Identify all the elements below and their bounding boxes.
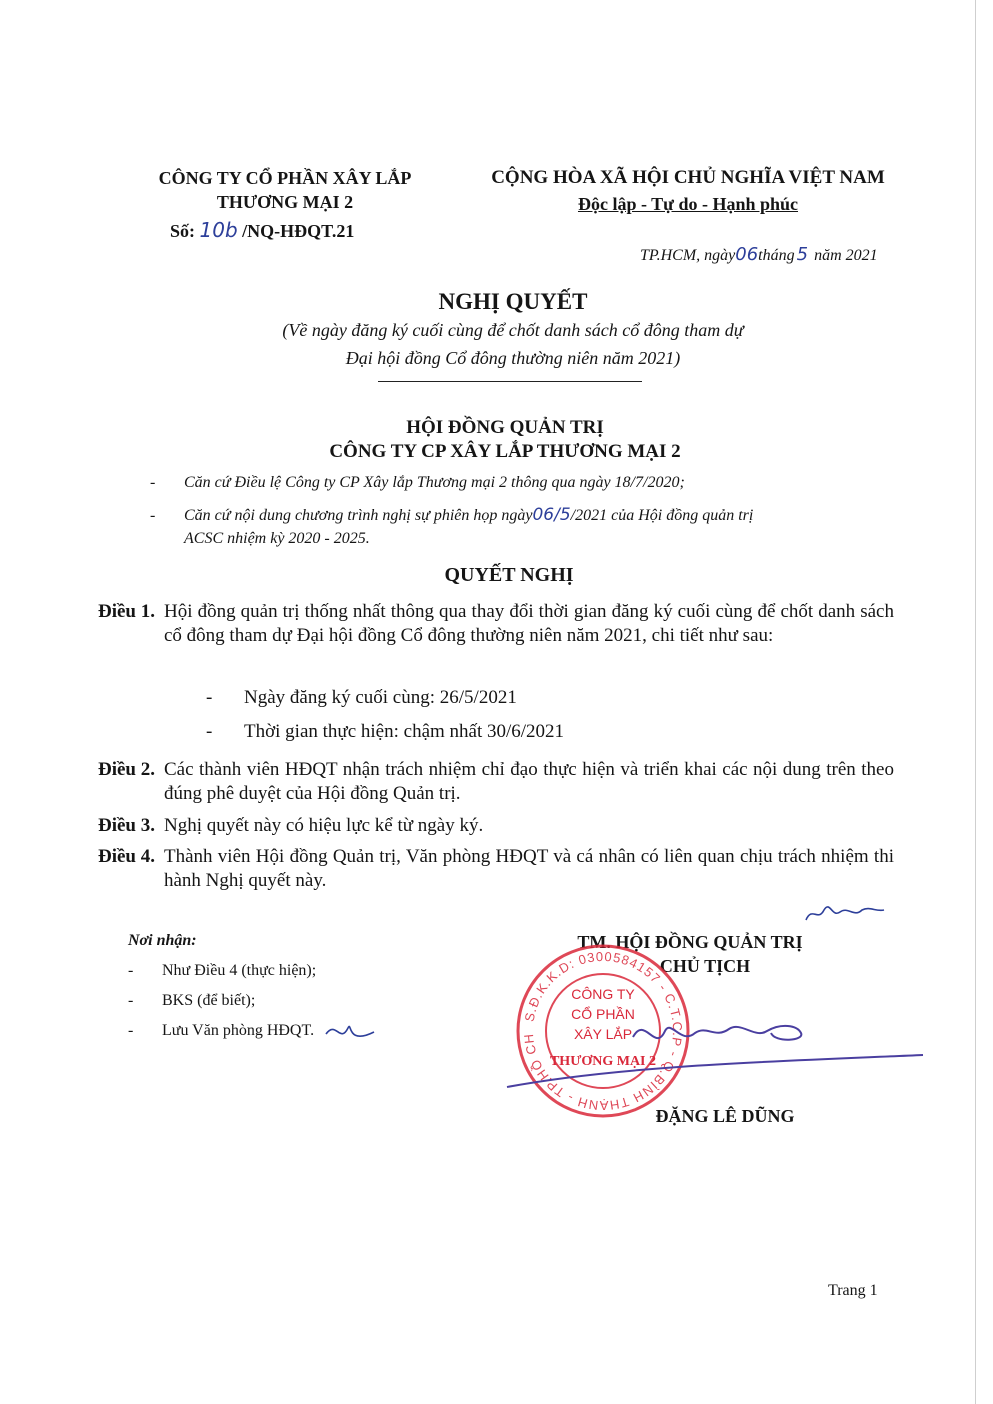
page-number: Trang 1: [828, 1282, 878, 1299]
issue-date-day: 06: [735, 244, 759, 265]
article-3: [98, 814, 898, 840]
stamp-center-line1: CÔNG TY: [571, 986, 635, 1002]
recipient-item-3: Lưu Văn phòng HĐQT.: [162, 1022, 315, 1039]
issue-date-month: 5: [796, 244, 809, 265]
chairman-signature: [505, 995, 925, 1105]
stamp-center-line4: THƯƠNG MẠI 2: [549, 1054, 657, 1069]
signature-for-label: TM. HỘI ĐỒNG QUẢN TRỊ: [577, 932, 803, 952]
article-4: [98, 845, 898, 895]
article-1-item-2-text: Thời gian thực hiện: chậm nhất 30/6/2021: [244, 721, 565, 742]
article-3-text: Nghị quyết này có hiệu lực kể từ ngày ký.: [164, 815, 484, 836]
basis-1: - Căn cứ Điều lệ Công ty CP Xây lắp Thương mại 2 thông qua ngày 18/7/2020;: [150, 474, 685, 491]
recipient-item-2: BKS (để biết);: [162, 992, 256, 1009]
article-3-label: Điều 3.: [98, 815, 155, 836]
recipient-item: - Như Điều 4 (thực hiện);: [128, 962, 317, 979]
article-1-item-2: - Thời gian thực hiện: chậm nhất 30/6/2021: [206, 721, 565, 742]
article-1-item-1-text: Ngày đăng ký cuối cùng: 26/5/2021: [244, 687, 517, 708]
article-4-text: Thành viên Hội đồng Quản trị, Văn phòng HĐQT và cá nhân có liên quan chịu trách nhiệm thi hành Nghị quyết này.: [164, 846, 894, 891]
basis-2-date: 06/5: [532, 505, 571, 525]
recipients-heading: Nơi nhận:: [128, 932, 197, 949]
recipient-item-1: Như Điều 4 (thực hiện);: [162, 962, 317, 979]
stamp-ring-text: S.Đ.K.K.D: 0300584157 - C.T.C.P - Q.BÌNH THẠNH - TP.HỒ CHÍ MINH: [509, 931, 686, 1114]
company-name-line1: CÔNG TY CỔ PHẦN XÂY LẮP: [158, 168, 412, 188]
initial-mark-top: [800, 898, 890, 928]
basis-2-prefix: Căn cứ nội dung chương trình nghị sự phiên họp ngày: [184, 507, 533, 524]
resolution-subtitle-line1: (Về ngày đăng ký cuối cùng để chốt danh sách cổ đông tham dự: [282, 320, 744, 340]
issuer-line1: HỘI ĐỒNG QUẢN TRỊ: [406, 417, 604, 438]
article-1: [98, 600, 898, 674]
signature-role: CHỦ TỊCH: [659, 956, 751, 976]
document-number-suffix: /NQ-HĐQT.21: [242, 221, 355, 241]
nation-title: CỘNG HÒA XÃ HỘI CHỦ NGHĨA VIỆT NAM: [491, 167, 885, 188]
article-1-item-1: - Ngày đăng ký cuối cùng: 26/5/2021: [206, 687, 517, 708]
issue-date-month-label: tháng: [758, 247, 795, 264]
issuer-line2: CÔNG TY CP XÂY LẮP THƯƠNG MẠI 2: [329, 441, 681, 462]
article-2: [98, 758, 898, 808]
company-name: [130, 166, 440, 214]
issue-date: [640, 244, 878, 267]
stamp-center-line3: XÂY LẮP: [573, 1026, 633, 1042]
basis-1-text: Căn cứ Điều lệ Công ty CP Xây lắp Thương mại 2 thông qua ngày 18/7/2020;: [184, 474, 685, 491]
document-number-prefix: Số:: [170, 221, 196, 241]
recipient-initial-mark: [322, 1016, 382, 1046]
decision-heading: QUYẾT NGHỊ: [444, 564, 574, 586]
title-divider: [378, 381, 642, 382]
article-2-text: Các thành viên HĐQT nhận trách nhiệm chỉ đạo thực hiện và triển khai các nội dung trên theo đúng phê duyệt của Hội đồng Quản trị.: [164, 759, 894, 804]
article-1-label: Điều 1.: [98, 601, 155, 622]
company-name-line2: THƯƠNG MẠI 2: [216, 192, 354, 212]
document-number-handwritten: 10b: [199, 218, 238, 242]
stamp-center-line2: CỔ PHẦN: [571, 1006, 635, 1022]
signer-name: ĐẶNG LÊ DŨNG: [655, 1106, 795, 1126]
article-1-text: Hội đồng quản trị thống nhất thông qua thay đổi thời gian đăng ký cuối cùng để chốt danh sách cổ đông tham dự Đại hội đồng Cổ đông thường niên năm 2021, chi tiết như sau:: [164, 601, 894, 646]
recipient-item: - BKS (để biết);: [128, 992, 256, 1009]
article-2-label: Điều 2.: [98, 759, 155, 780]
basis-2-suffix: /2021 của Hội đồng quản trị: [570, 507, 754, 524]
scan-edge-line: [975, 0, 976, 1404]
recipient-item: - Lưu Văn phòng HĐQT.: [128, 1022, 315, 1039]
issue-date-year: năm 2021: [814, 247, 878, 264]
resolution-title: NGHỊ QUYẾT: [438, 289, 588, 314]
article-4-label: Điều 4.: [98, 846, 155, 867]
basis-2: - Căn cứ nội dung chương trình nghị sự phiên họp ngày06/5/2021 của Hội đồng quản trị: [150, 505, 754, 525]
issue-date-prefix: TP.HCM, ngày: [640, 247, 736, 264]
national-motto: Độc lập - Tự do - Hạnh phúc: [577, 194, 799, 214]
document-number: [170, 218, 354, 243]
basis-2-line2: ACSC nhiệm kỳ 2020 - 2025.: [184, 530, 370, 547]
resolution-subtitle-line2: Đại hội đồng Cổ đông thường niên năm 2021): [345, 348, 681, 368]
